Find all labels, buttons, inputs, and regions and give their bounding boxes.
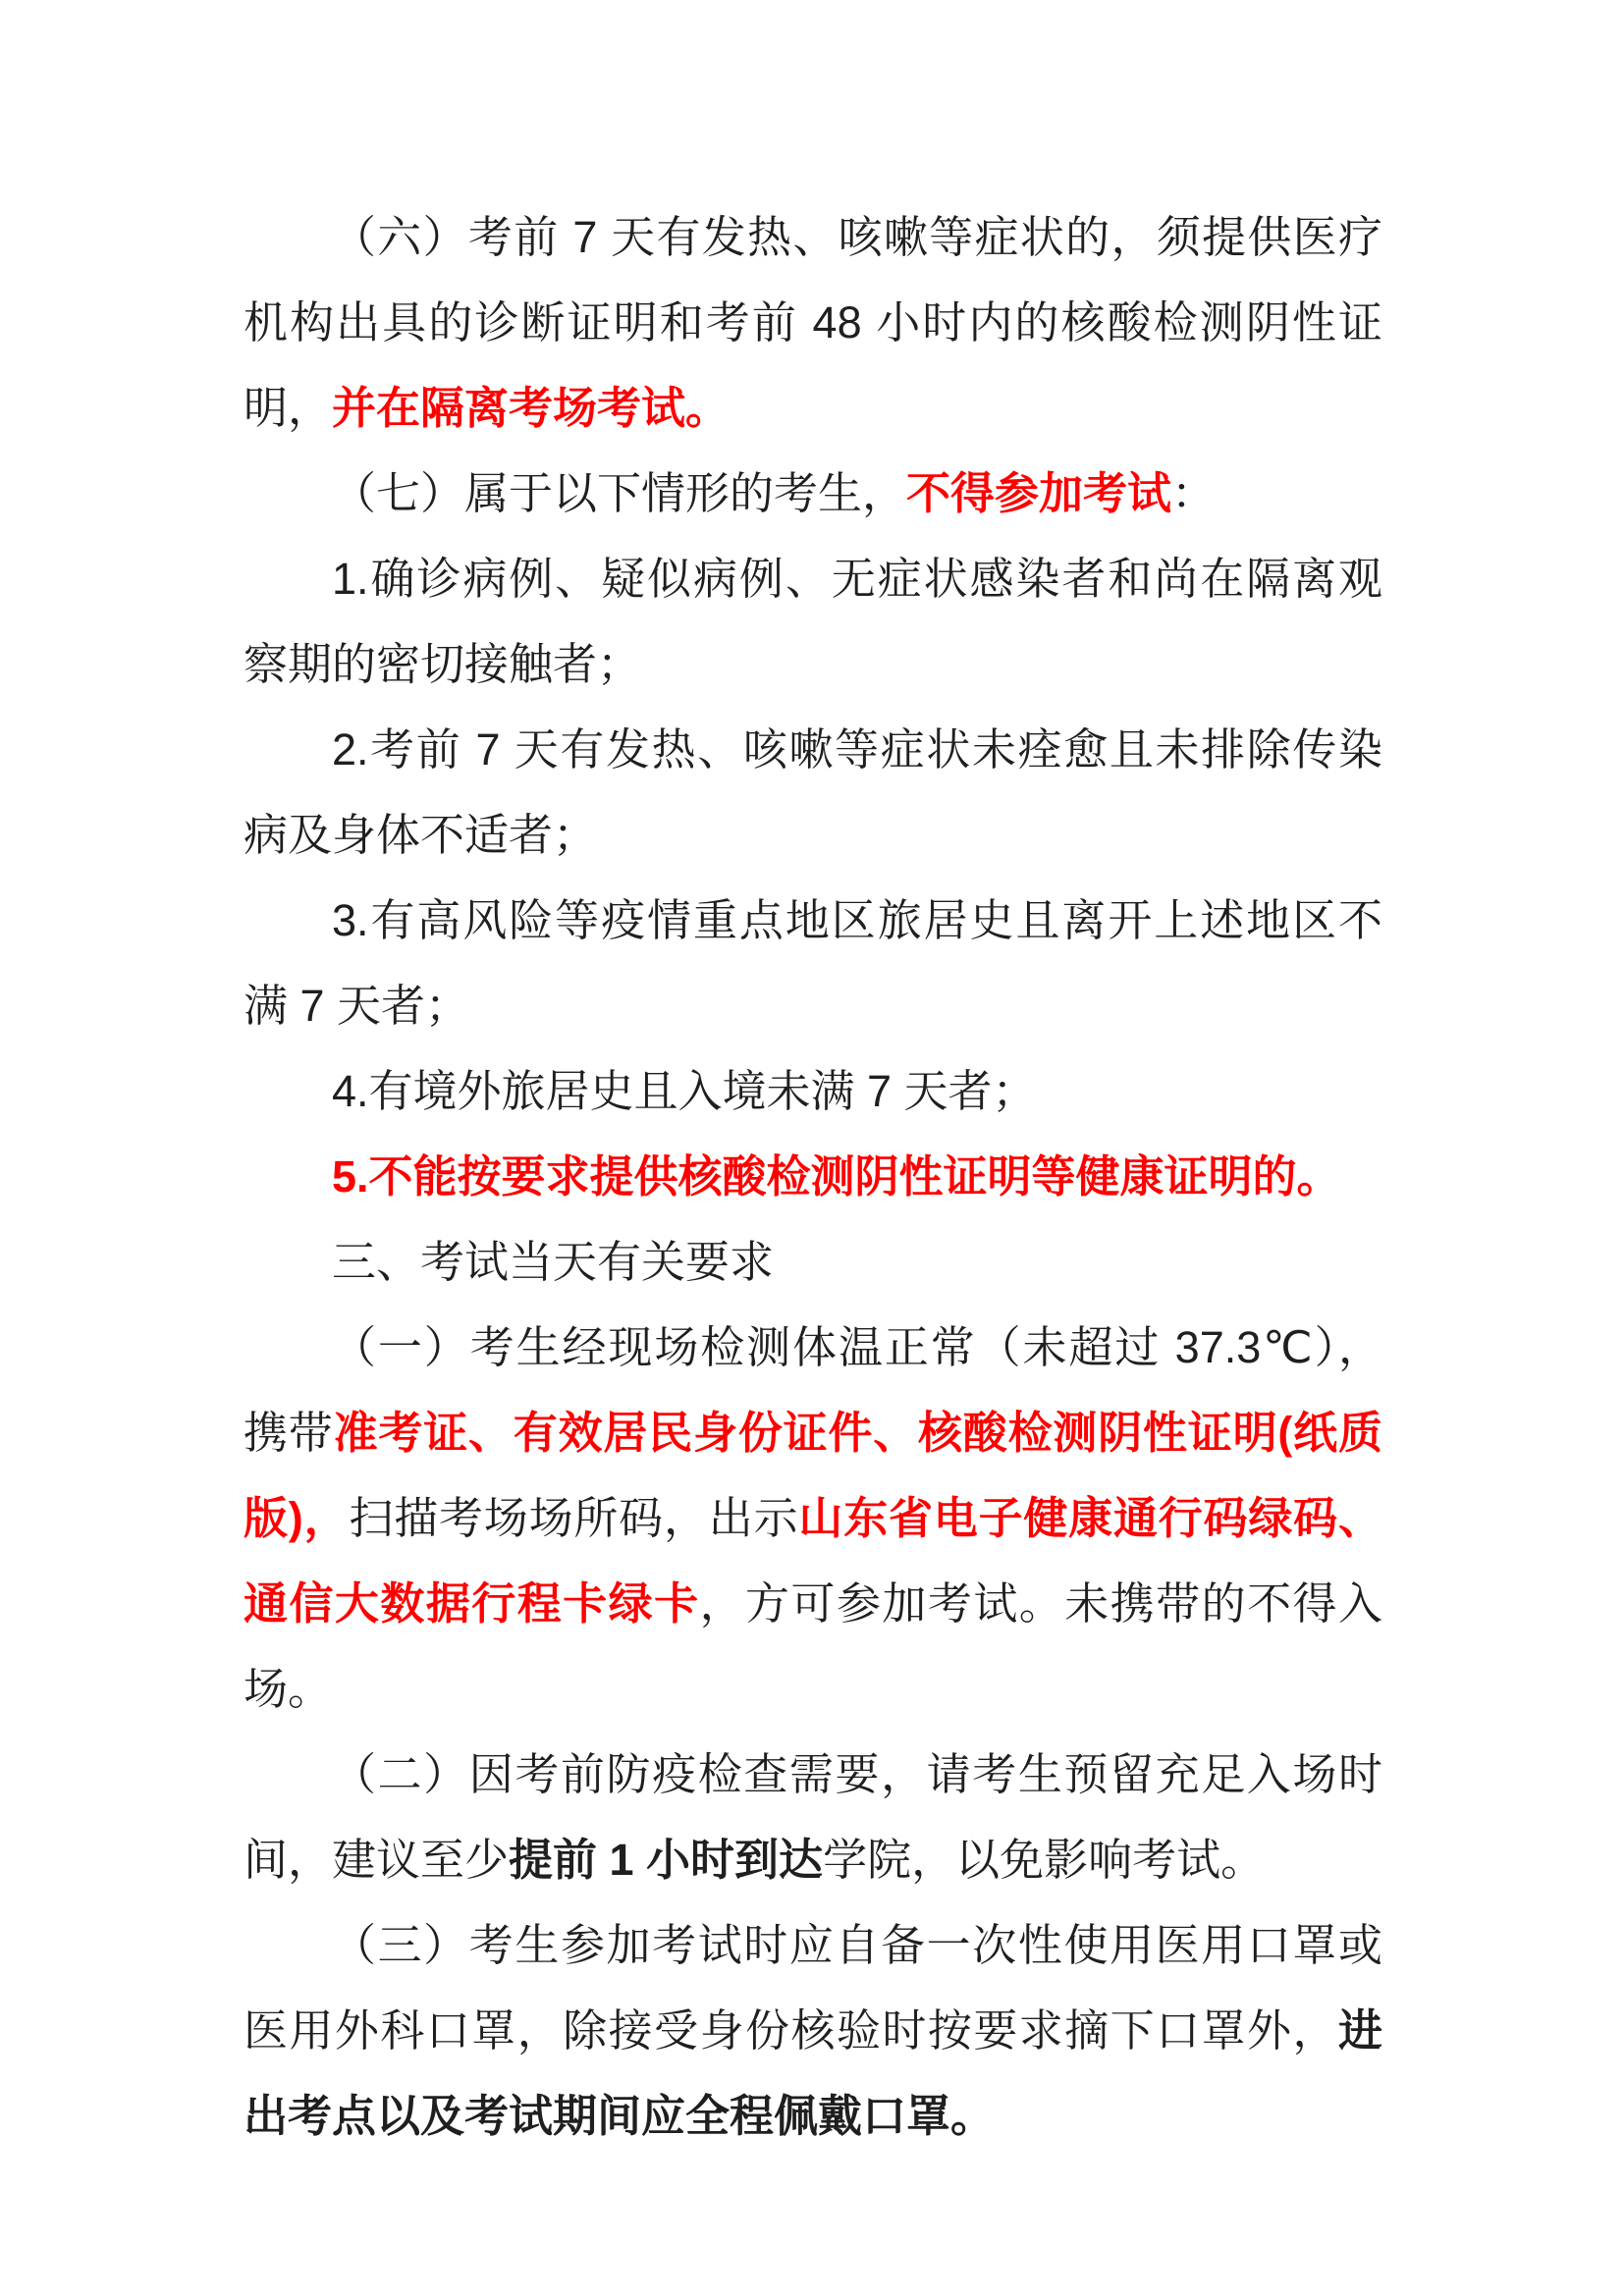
text-run: （一）考生经现场检测体温正常（未超过 37.3℃），携带 bbox=[244, 1322, 1382, 1458]
red-emphasis-run: 5.不能按要求提供核酸检测阴性证明等健康证明的。 bbox=[332, 1151, 1341, 1201]
bold-emphasis-run: 进出考点以及考试期间应全程佩戴口罩。 bbox=[244, 2005, 1382, 2141]
paragraph bbox=[244, 1048, 1382, 1134]
paragraph bbox=[244, 878, 1382, 1048]
text-run: 扫描考场场所码，出示 bbox=[349, 1493, 799, 1543]
paragraph bbox=[244, 1732, 1382, 1902]
text-run: ，方可参加考试。未携带的不得入场。 bbox=[244, 1578, 1382, 1714]
paragraph bbox=[244, 707, 1382, 878]
red-emphasis-run: 不得参加考试 bbox=[906, 468, 1172, 518]
text-run: 1.确诊病例、疑似病例、无症状感染者和尚在隔离观察期的密切接触者； bbox=[244, 554, 1382, 689]
paragraph bbox=[244, 451, 1382, 536]
paragraph bbox=[244, 536, 1382, 707]
text-run: 4.有境外旅居史且入境未满 7 天者； bbox=[332, 1066, 1037, 1116]
text-run: （七）属于以下情形的考生， bbox=[332, 468, 907, 518]
text-run: 3.有高风险等疫情重点地区旅居史且离开上述地区不满 7 天者； bbox=[244, 895, 1382, 1031]
red-emphasis-run: 准考证、有效居民身份证件、核酸检测阴性证明(纸质版)， bbox=[244, 1408, 1382, 1543]
bold-emphasis-run: 提前 1 小时到达 bbox=[509, 1835, 824, 1885]
text-run: （二）因考前防疫检查需要，请考生预留充足入场时间，建议至少 bbox=[244, 1749, 1382, 1885]
paragraph bbox=[244, 1219, 1382, 1305]
text-run: （三）考生参加考试时应自备一次性使用医用口罩或医用外科口罩，除接受身份核验时按要求摘下口罩外， bbox=[244, 1920, 1382, 2056]
text-run: ： bbox=[1171, 468, 1217, 518]
red-emphasis-run: 山东省电子健康通行码绿码、通信大数据行程卡绿卡 bbox=[244, 1493, 1382, 1629]
paragraph bbox=[244, 1305, 1382, 1732]
text-run: 2.考前 7 天有发热、咳嗽等症状未痊愈且未排除传染病及身体不适者； bbox=[244, 724, 1382, 860]
text-run: 学院，以免影响考试。 bbox=[823, 1835, 1266, 1885]
text-run: 三、考试当天有关要求 bbox=[332, 1237, 775, 1287]
paragraph bbox=[244, 194, 1382, 451]
paragraph bbox=[244, 1134, 1382, 1219]
paragraph bbox=[244, 1902, 1382, 2159]
red-emphasis-run: 并在隔离考场考试。 bbox=[332, 383, 731, 433]
text-run: （六）考前 7 天有发热、咳嗽等症状的，须提供医疗机构出具的诊断证明和考前 48 小时内的核酸检测阴性证明， bbox=[244, 212, 1382, 433]
